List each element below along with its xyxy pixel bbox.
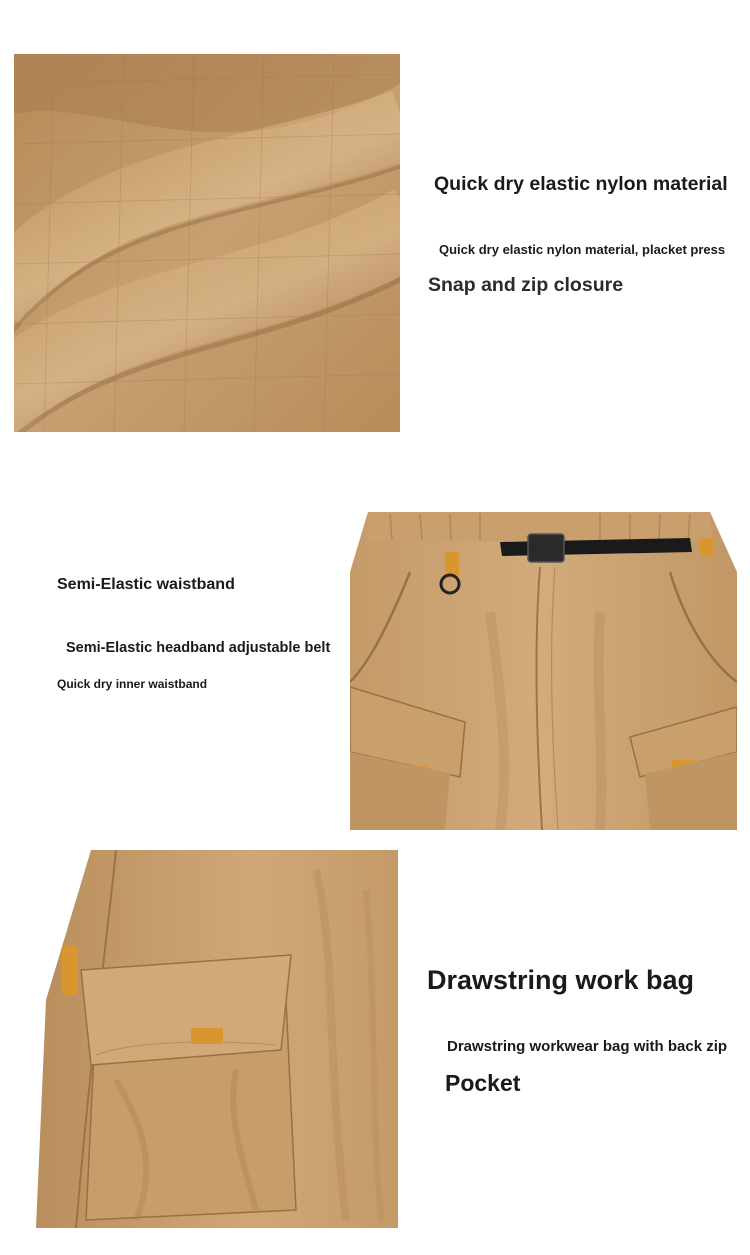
section3-desc-line2: Pocket — [445, 1070, 521, 1096]
section1-title: Quick dry elastic nylon material — [434, 173, 728, 195]
section1-desc: Quick dry elastic nylon material, placket press — [439, 242, 726, 257]
waistband-photo — [350, 512, 737, 830]
fabric-closeup-photo — [14, 54, 400, 432]
section3-desc: Drawstring workwear bag with back zip — [447, 1038, 728, 1055]
section2-desc-line2: Quick dry inner waistband — [57, 677, 208, 691]
section2-title: Semi-Elastic waistband — [57, 576, 235, 593]
cargo-pocket-photo — [36, 850, 400, 1228]
section2-desc: Semi-Elastic headband adjustable belt — [66, 640, 331, 656]
section3-title: Drawstring work bag — [427, 965, 695, 995]
section1-desc-line2: Snap and zip closure — [428, 274, 624, 296]
